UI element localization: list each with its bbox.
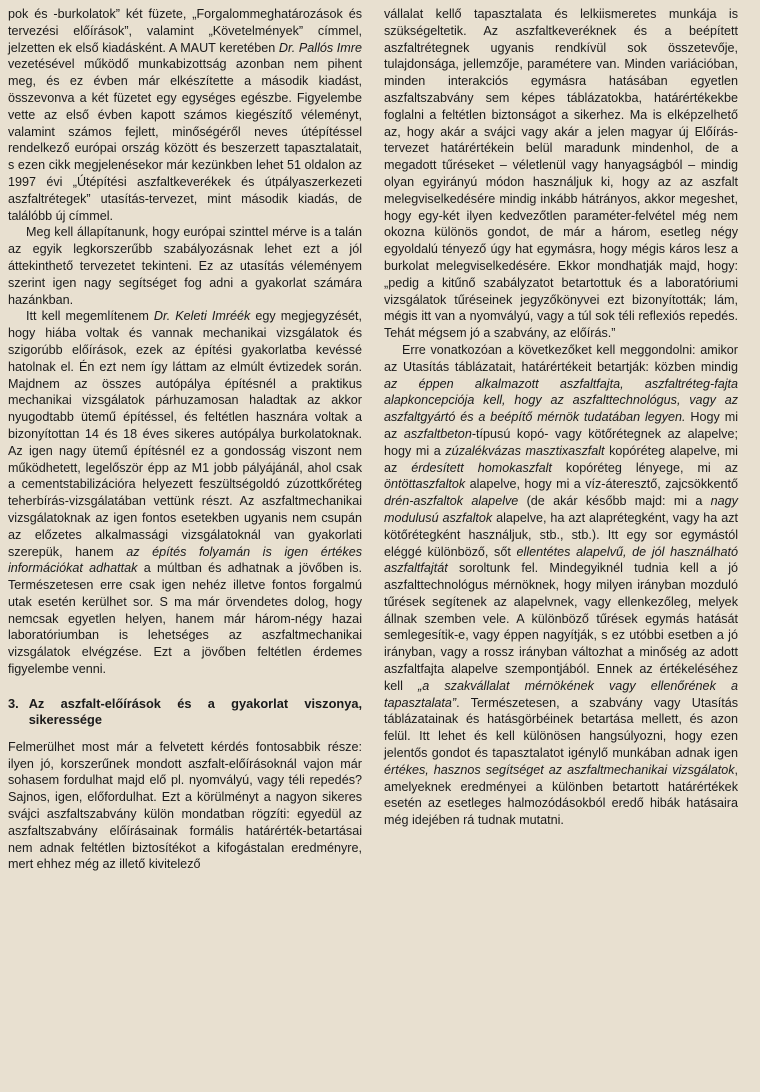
text-run: Hogy mi az (384, 410, 738, 441)
paragraph (384, 342, 738, 829)
text-run: pok és -burkolatok” két füzete, „Forgalommeghatározások és tervezési előírások”, valamint „Követelmények” címmel, jelzetten ek első kiadásként. A MAUT keretében (8, 7, 362, 55)
italic-run: öntöttaszfaltok (384, 477, 466, 492)
italic-run: érdesített homokaszfalt (411, 460, 552, 475)
italic-run: nagy modulusú aszfaltok (384, 494, 738, 525)
italic-run: drén-aszfaltok alapelve (384, 494, 519, 509)
text-run: , amelyeknek eredményei a különben betartott határértékek esetén az esetleges halmozódásokból eredő hibák hatásaira még idejében rá tudnak mutatni. (384, 762, 738, 828)
text-run: vezetésével működő munkabizottság azonban nem pihent meg, és ez évben már elkészítette a második kiadást, összevonva a két füzetet egy egységes egészbe. Figyelembe vette az első évben kapott számos kiegészítő véleményt, valamint számos fejlett, minőségéről neves útépítéssel rendelkező európai ország között és beszerzett tapasztalatait, s ezen cikk megjelenésekor már kezünkben lehet 51 oldalon az 1997 évi „Útépítési aszfaltkeverékek és útpályaszerkezeti aszfaltrétegek” utasítás-tervezet, mint második kiadás, de találóbb új címmel. (8, 57, 362, 223)
italic-run: az építés folyamán is igen értékes információkat adhattak (8, 544, 362, 576)
italic-run: „a szakvállalat mérnökének vagy ellenőrének a tapasztalata” (384, 678, 738, 710)
text-run: . Természetesen, a szabvány vagy Utasítás táblázatainak és hatásgörbéinek betartása mellett, és azon felül. Itt lehet és kell különösen hangsúlyozni, hogy ezen jelentős gondot és tapasztalatot igénylő munkában adnak igen (384, 695, 738, 761)
text-run: Itt kell megemlítenem (26, 309, 154, 324)
text-run: (de akár később majd: mi a (518, 494, 711, 509)
text-run: soroltunk fel. Mindegyiknél tudnia kell a jó aszfalttechnológus mérnöknek, hogy milyen irányban mozduló tűrések segítenek az alapelvnek, vagy ellenkezőleg, melyek állnak szemben vele. A különböző tűrések egymás hatását semlegesítik-e, vagy éppen nagyítják, s ez utóbbi esetben a jó irányban, vagy a rossz irányban változhat a minőség az adott aszfaltfajta alapelve szempontjából. Ennek az értékeléséhez kell (384, 561, 738, 693)
text-run: a múltban és adhatnak a jövőben is. Természetesen erre csak igen nehéz illetve fontos forgalmú utak esetén kerülhet sor. S ma már örvendetes dolog, hogy nemcsak egyetlen helyen, hanem már három-négy hazai laboratóriumban is lehetséges az aszfaltmechanikai vizsgálatok elvégzése. Ezt a jövőben feltétlen érdemes figyelembe venni. (8, 561, 362, 677)
text-run: kopóréteg alapelve, mi az (384, 443, 738, 475)
right-column (384, 6, 738, 1092)
paragraph: Felmerülhet most már a felvetett kérdés fontosabbik része: ilyen jó, korszerűnek mondott aszfalt-előírásoknál vajon már sohasem fordulhat majd elő pl. nyomvályú, vagy téli repedés? Sajnos, igen, előfordulhat. Ezt a körülményt a nagyon sikeres svájci aszfaltszabvány külön mondatban rögzíti: egyedül az aszfaltszabvány előírásainak formális határérték-betartásai nem adnak feltétlen biztosítékot a kifogástalan eredményre, mert ehhez még az illető kivitelező (8, 739, 362, 872)
paragraph: Meg kell állapítanunk, hogy európai szinttel mérve is a talán az egyik legkorszerűbb szabályozásnak lehet ezt a jól áttekinthető tervezetet tekinteni. Ez az utasítás véleményem szerint igen nagy segítséget fog adni a gyakorlat számára hazánkban. (8, 225, 362, 307)
paragraph: vállalat kellő tapasztalata és lelkiismeretes munkája is szükségeltetik. Az aszfaltkeveréknek és a beépített aszfaltrétegnek ugyanis rendkívül sok összetevője, tulajdonsága, jellemzője, paramétere van. Minden variációban, minden interakciós egymásra hatásában egyetlen aszfaltszabvány sem képes táblázatokba, határértékekbe foglalni a feltétlen biztonságot a sikerhez. Ma is elképzelhető az, hogy akár a svájci vagy akár a jelen magyar új Előírás-tervezet határértékein belül maradunk mindenhol, de a megadott tűréseket – véletlenül vagy hanyagságból – mindig olyan egyirányú módon használjuk ki, hogy az az aszfalt melegviselkedésére mindig inkább hátrányos, akkor megeshet, hogy egy-két ilyen kedvezőtlen paraméter-felvétel még nem okozna különös gondot, de már a három, esetleg négy egyoldalú tényező úgy hat egymásra, hogy mégis káros lesz a burkolat melegviselkedésére. Ekkor mondhatják majd, hogy: „pedig a kitűnő szabályzatot betartottuk és a laboratóriumi vizsgálatok tűréseinek jegyzőkönyvei ezt bizonyították; lám, mégis itt van a nyomvályú, vagy a túl sok téli reflexiós repedés. Tehát mégsem jó a szabvány, az előírás.” (384, 7, 738, 341)
italic-run: Dr. Pallós Imre (278, 40, 362, 55)
italic-run: Dr. Keleti Imréék (153, 309, 251, 324)
paragraph (8, 6, 362, 224)
italic-run: aszfaltbeton (403, 426, 472, 441)
text-run: alapelve, ha azt alaprétegként, vagy ha azt kötőrétegként használjuk, stb., stb.). Itt egy sor egymástól eléggé különböző, sőt (384, 510, 738, 559)
italic-run: ellentétes alapelvű, de jól használható aszfaltfajtát (384, 544, 738, 576)
italic-run: az éppen alkalmazott aszfaltfajta, aszfaltréteg-fajta alapkoncepciója kell, hogy az aszfalttechnológus, vagy az aszfaltgyártó és a beépítő mérnök tudatában legyen. (384, 376, 738, 425)
left-column (8, 6, 362, 1092)
text-run: -típusú kopó- vagy kötőrétegnek az alapelve; hogy mi a (384, 426, 738, 458)
paragraph (8, 308, 362, 678)
section-number: 3. (8, 695, 19, 711)
text-run: Erre vonatkozóan a következőket kell meggondolni: amikor az Utasítás táblázatait, határértékeit betartják: közben mindig (384, 342, 738, 374)
section-heading (8, 696, 362, 729)
text-run: kopóréteg lényege, mi az (551, 460, 738, 475)
text-run: alapelve, hogy mi a víz-áteresztő, zajcsökkentő (465, 477, 738, 492)
section-title: Az aszfalt-előírások és a gyakorlat viszonya, sikeressége (28, 695, 362, 728)
italic-run: zúzalékvázas masztixaszfalt (445, 443, 605, 458)
italic-run: értékes, hasznos segítséget az aszfaltmechanikai vizsgálatok (384, 762, 735, 777)
text-run: egy megjegyzését, hogy hiába voltak és vannak mechanikai vizsgálatok és szigorúbb előírások, ezek az építési gyakorlatba kevéssé hatolnak el. Én ezt nem így láttam az elmúlt évtizedek során. Majdnem az összes autópálya építésnél a praktikus mechanikai vizsgálatok párhuzamosan haladtak az akkor nyugodtabb ütemű építéssel, és feltétlen hasznára voltak a bizonyítottan 14 és 18 éves sikeres autópálya burkolatoknak. Az igen nagy ütemű építésnél ez a gondosság viszont nem működhetett, legelőször épp az M1 jobb pályájánál, ahol csak a cementstabilizációra helyezett feszültségoldó zúzottkőréteg teherbírás-vizsgálatában vettünk részt. Az aszfaltmechanikai vizsgálatoknak az igen fontos esetekben ugyanis nem csupán az előzetes alkalmassági vizsgálatoknál van gyakorlati szerepük, hanem (8, 309, 362, 559)
